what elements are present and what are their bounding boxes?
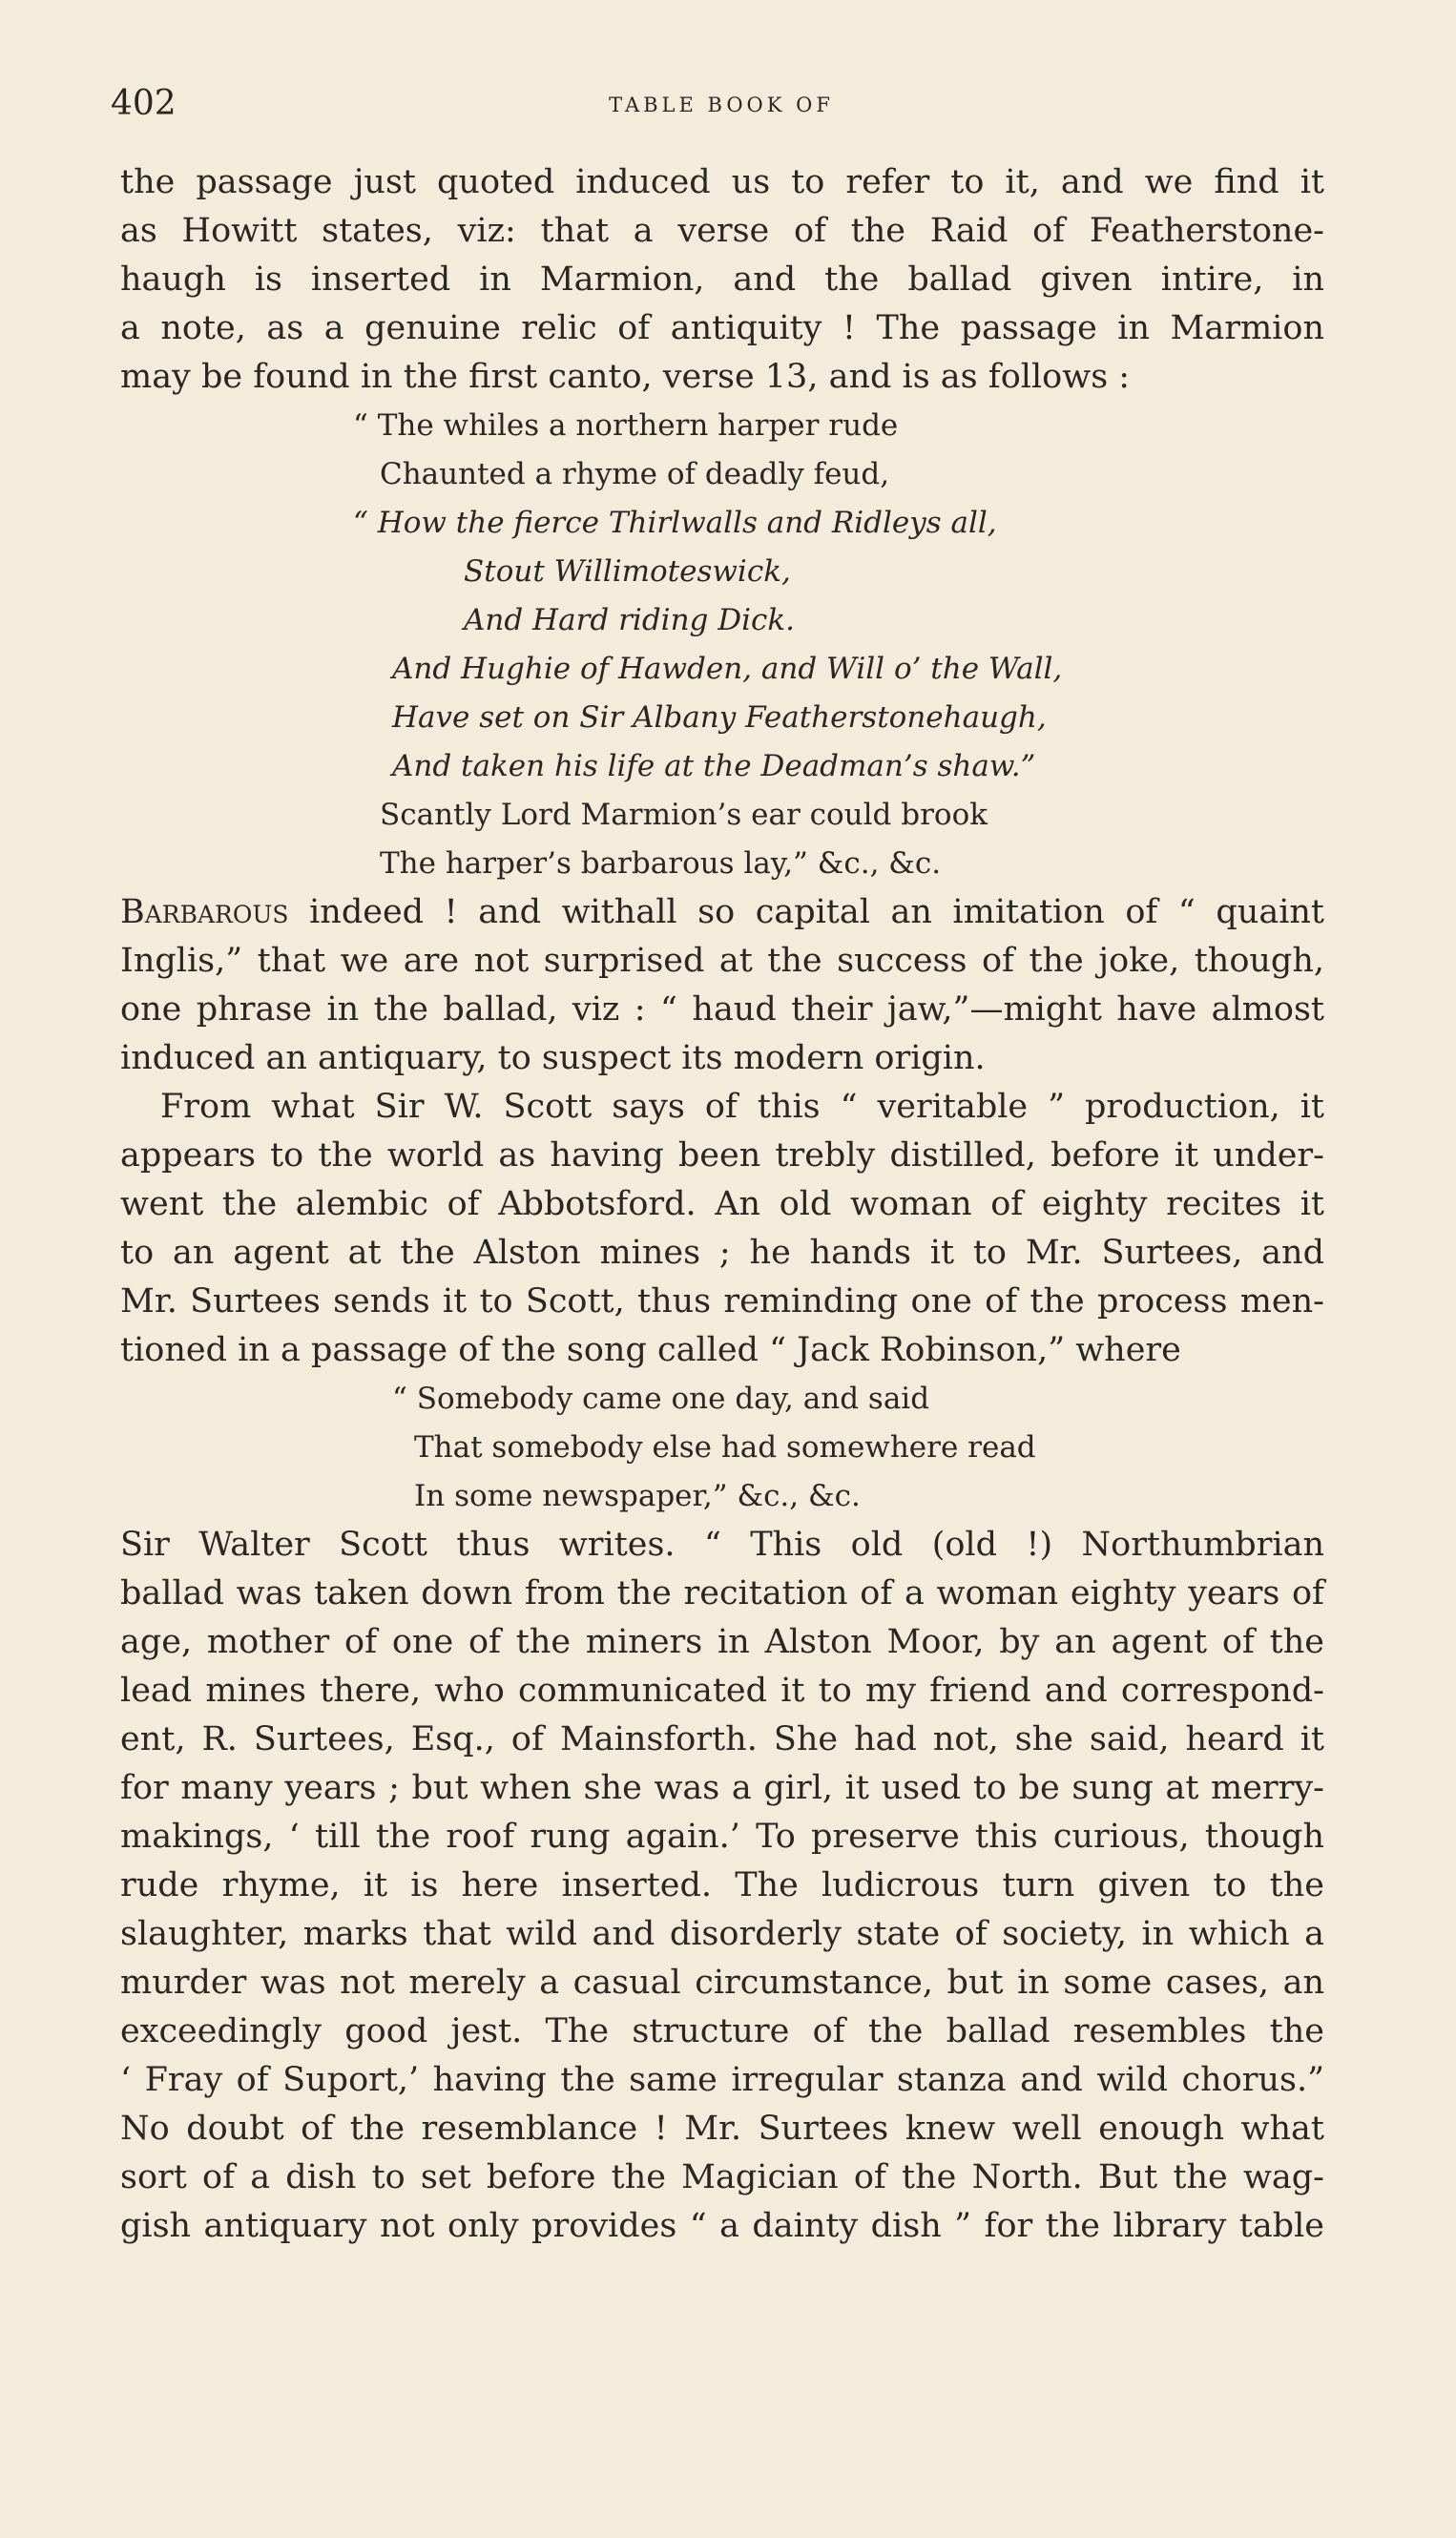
page-header bbox=[111, 84, 1332, 137]
verse-quotation-marmion bbox=[120, 402, 1324, 888]
page-body bbox=[120, 158, 1324, 2251]
text-line: age, mother of one of the miners in Alston Moor, by an agent of the bbox=[120, 1623, 1324, 1661]
text-line: Sir Walter Scott thus writes. “ This old (old !) Northumbrian bbox=[120, 1526, 1324, 1564]
text-line: slaughter, marks that wild and disorderly state of society, in which a bbox=[120, 1915, 1324, 1953]
verse-line: And Hughie of Hawden, and Will o’ the Wall, bbox=[392, 652, 1063, 686]
text-line: appears to the world as having been trebly distilled, before it under- bbox=[120, 1136, 1324, 1175]
verse-line: The harper’s barbarous lay,” &c., &c. bbox=[380, 846, 942, 881]
text-line: exceedingly good jest. The structure of the ballad resembles the bbox=[120, 2012, 1324, 2050]
text-line: ent, R. Surtees, Esq., of Mainsforth. She had not, she said, heard it bbox=[120, 1720, 1324, 1758]
text-line: haugh is inserted in Marmion, and the ballad given intire, in bbox=[120, 260, 1324, 299]
paragraph-2 bbox=[120, 888, 1324, 1083]
verse-line: “ How the fierce Thirlwalls and Ridleys all, bbox=[353, 506, 997, 540]
verse-line: And Hard riding Dick. bbox=[464, 603, 796, 637]
verse-line: In some newspaper,” &c., &c. bbox=[414, 1479, 861, 1513]
text-line: the passage just quoted induced us to refer to it, and we find it bbox=[120, 163, 1324, 201]
paragraph-3 bbox=[120, 1083, 1324, 1375]
text-line: No doubt of the resemblance ! Mr. Surtees knew well enough what bbox=[120, 2110, 1324, 2148]
text-line: Mr. Surtees sends it to Scott, thus reminding one of the process men- bbox=[120, 1282, 1324, 1321]
text-line: a note, as a genuine relic of antiquity ! The passage in Marmion bbox=[120, 309, 1324, 347]
verse-line: Have set on Sir Albany Featherstonehaugh, bbox=[392, 700, 1047, 735]
small-caps-word: Barbarous bbox=[120, 893, 289, 931]
verse-line: Chaunted a rhyme of deadly feud, bbox=[380, 457, 890, 491]
text-line: murder was not merely a casual circumstance, but in some cases, an bbox=[120, 1964, 1324, 2002]
text-line: one phrase in the ballad, viz : “ haud their jaw,”—might have almost bbox=[120, 990, 1324, 1029]
page-number: 402 bbox=[111, 84, 177, 123]
text-line: gish antiquary not only provides “ a dainty dish ” for the library table bbox=[120, 2207, 1324, 2245]
text-line: tioned in a passage of the song called “ Jack Robinson,” where bbox=[120, 1331, 1181, 1369]
text-line: may be found in the first canto, verse 13, and is as follows : bbox=[120, 358, 1131, 396]
verse-line: Stout Willimoteswick, bbox=[464, 554, 791, 589]
text-line: From what Sir W. Scott says of this “ veritable ” production, it bbox=[160, 1088, 1324, 1126]
paragraph-1 bbox=[120, 158, 1324, 402]
text-line: to an agent at the Alston mines ; he hands it to Mr. Surtees, and bbox=[120, 1234, 1324, 1272]
text-line: rude rhyme, it is here inserted. The ludicrous turn given to the bbox=[120, 1866, 1324, 1904]
text-line: for many years ; but when she was a girl, it used to be sung at merry- bbox=[120, 1769, 1324, 1807]
running-head: TABLE BOOK OF bbox=[609, 94, 834, 116]
text-line: ballad was taken down from the recitation of a woman eighty years of bbox=[120, 1574, 1324, 1612]
text-line: as Howitt states, viz: that a verse of the Raid of Featherstone- bbox=[120, 212, 1324, 250]
verse-line: “ Somebody came one day, and said bbox=[392, 1382, 930, 1416]
text-line: sort of a dish to set before the Magician of the North. But the wag- bbox=[120, 2158, 1324, 2196]
verse-quotation-jack-robinson bbox=[120, 1375, 1324, 1521]
paragraph-4 bbox=[120, 1521, 1324, 2251]
text-line: induced an antiquary, to suspect its modern origin. bbox=[120, 1039, 986, 1077]
verse-line: “ The whiles a northern harper rude bbox=[353, 408, 899, 443]
text-line: lead mines there, who communicated it to my friend and correspond- bbox=[120, 1672, 1324, 1710]
text-line: ‘ Fray of Suport,’ having the same irregular stanza and wild chorus.” bbox=[120, 2061, 1324, 2099]
text-line: went the alembic of Abbotsford. An old woman of eighty recites it bbox=[120, 1185, 1324, 1223]
verse-line: And taken his life at the Deadman’s shaw.” bbox=[392, 749, 1036, 783]
verse-line: Scantly Lord Marmion’s ear could brook bbox=[380, 798, 988, 832]
text-line: makings, ‘ till the roof rung again.’ To preserve this curious, though bbox=[120, 1818, 1324, 1856]
text-line bbox=[120, 888, 1324, 937]
text-line-rest: indeed ! and withall so capital an imitation of “ quaint bbox=[288, 893, 1324, 931]
verse-line: That somebody else had somewhere read bbox=[414, 1430, 1036, 1465]
text-line: Inglis,” that we are not surprised at the success of the joke, though, bbox=[120, 942, 1324, 980]
